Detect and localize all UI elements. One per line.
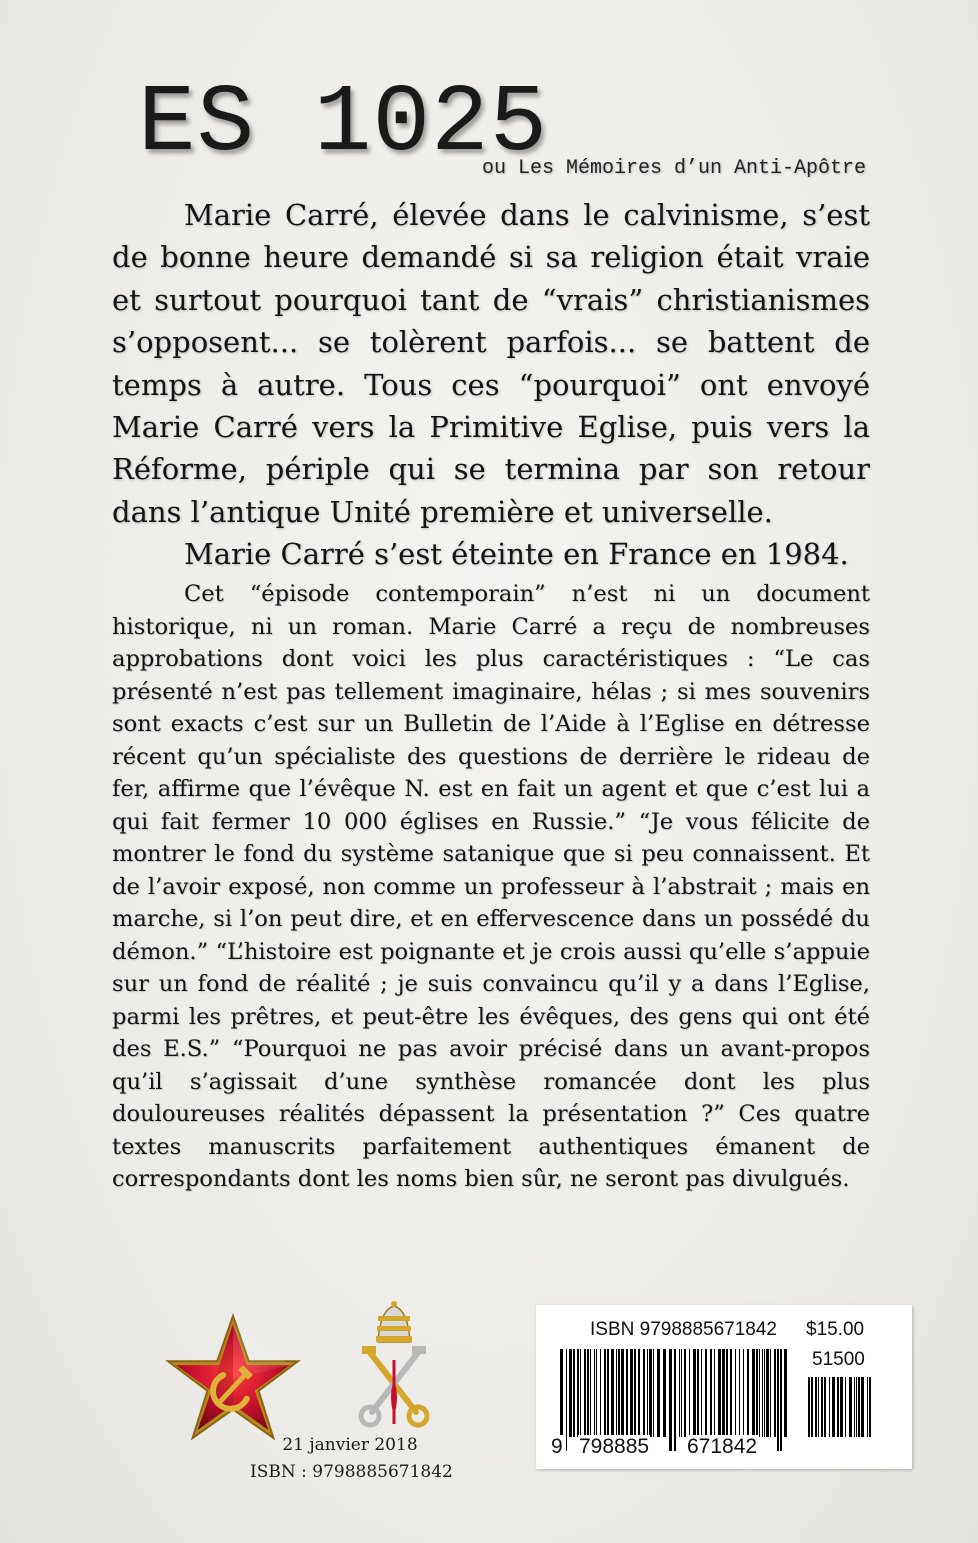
barcode-digits	[550, 1435, 792, 1461]
intro-paragraph-1: Marie Carré, élevée dans le calvinisme, s’est de bonne heure demandé si sa religion était vraie et surtout pourquoi tant de “vrais” christianismes s’opposent... se tolèrent parfois... se battent de temps à autre. Tous ces “pourquoi” ont envoyé Marie Carré vers la Primitive Eglise, puis vers la Réforme, périple qui se termina par son retour dans l’antique Unité première et universelle.	[112, 198, 870, 529]
publication-date: 21 janvier 2018	[282, 1435, 418, 1455]
intro-paragraph-2: Marie Carré s’est éteinte en France en 1984.	[184, 537, 849, 572]
barcode-digit-first: 9	[551, 1435, 563, 1458]
book-title: ES 1025	[138, 69, 549, 178]
barcode-digits-left: 798885	[579, 1435, 650, 1458]
blurb-section	[112, 578, 870, 1196]
barcode-price-code: 51500	[812, 1349, 865, 1370]
barcode-digits-right: 671842	[687, 1435, 758, 1458]
barcode-isbn-label: ISBN 9798885671842	[590, 1319, 777, 1340]
papal-keys-tiara-icon	[344, 1300, 444, 1432]
book-subtitle: ou Les Mémoires d’un Anti-Apôtre	[481, 157, 866, 180]
addon-barcode-icon	[806, 1377, 876, 1451]
soviet-star-hammer-sickle-icon	[164, 1312, 302, 1442]
barcode-price: $15.00	[806, 1319, 865, 1340]
blurb-paragraph: Cet “épisode contemporain” n’est ni un document historique, ni un roman. Marie Carré a reçu de nombreuses approbations dont voici les plus caractéristiques : “Le cas présenté n’est pas tellement imaginaire, hélas ; si mes souvenirs sont exacts c’est sur un Bulletin de l’Aide à l’Eglise en détresse récent qu’un spécialiste des questions de derrière le rideau de fer, affirme que l’évêque N. est en fait un agent et que c’est lui a qui fait fermer 10 000 églises en Russie.” “Je vous félicite de montrer le fond du système satanique que si peu connaissent. Et de l’avoir exposé, non comme un professeur à l’abstrait ; mais en marche, si l’on peut dire, et en effervescence dans un possédé du démon.” “L’histoire est poignante et je crois aussi qu’elle s’appuie sur un fond de réalité ; je suis convaincu qu’il y a dans l’Eglise, parmi les prêtres, et peut-être les évêques, des gens qui ont été des E.S.” “Pourquoi ne pas avoir précisé dans un avant-propos qu’il s’agissait d’une synthèse romancée dont les plus douloureuses réalités dépassent la présentation ?” Ces quatre textes manuscrits parfaitement authentiques émanent de correspondants dont les noms bien sûr, ne seront pas divulgués.	[112, 581, 870, 1192]
publication-isbn: ISBN : 9798885671842	[250, 1462, 453, 1482]
intro-section	[112, 194, 870, 576]
barcode-block	[536, 1305, 912, 1469]
publication-info	[250, 1432, 453, 1486]
